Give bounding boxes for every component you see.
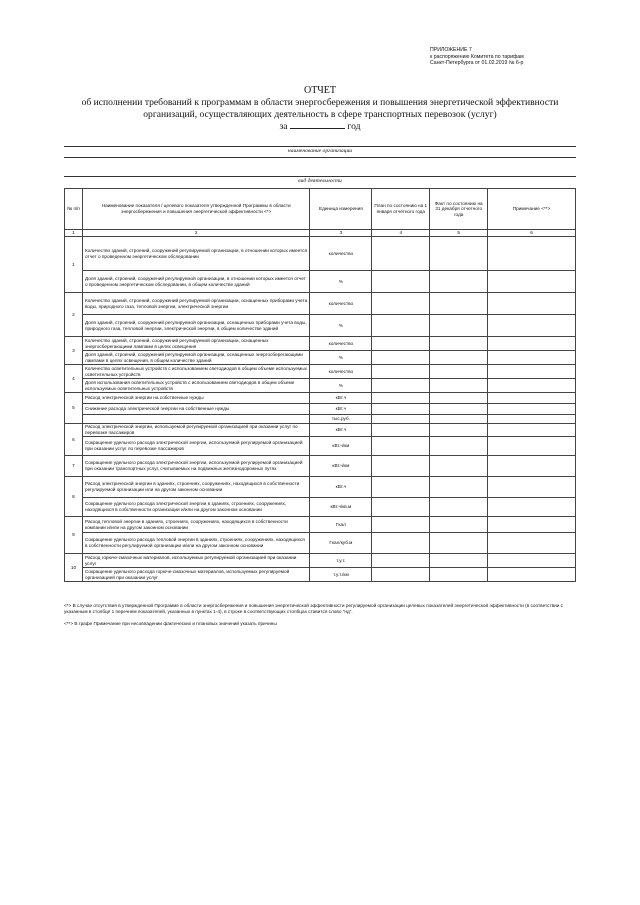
fact-cell[interactable] (430, 404, 488, 415)
note-cell[interactable] (488, 554, 576, 568)
unit-cell: т.у.т./км (310, 568, 372, 582)
unit-cell: % (310, 315, 372, 337)
table-row (65, 351, 576, 365)
report-subtitle-line2: организаций, осуществляющих деятельность в сфере транспортных перевозок (услуг) (143, 108, 497, 120)
note-cell[interactable] (488, 477, 576, 498)
note-cell[interactable] (488, 351, 576, 365)
table-row (65, 365, 576, 379)
organization-caption: наименование организации (287, 148, 353, 154)
table-row (65, 477, 576, 498)
table-row (65, 456, 576, 477)
fact-cell[interactable] (430, 498, 488, 517)
fact-cell[interactable] (430, 415, 488, 424)
indicator-cell: Расход тепловой энергии в зданиях, строениях, сооружениях, находящихся в собственности компании и/или на другом законном основании (82, 517, 309, 533)
appendix-decree: Санкт-Петербурга от 01.02.2019 № 6-р (430, 60, 524, 67)
table-row (65, 404, 576, 415)
plan-cell[interactable] (372, 293, 430, 315)
report-table (64, 188, 576, 582)
unit-cell: т.у.т. (310, 554, 372, 568)
row-number-cell: 8 (65, 477, 83, 517)
note-cell[interactable] (488, 498, 576, 517)
note-cell[interactable] (488, 415, 576, 424)
indicator-cell: Количество зданий, строений, сооружений регулируемой организации, в отношении которых имеется отчет о проведенном энергетическом обследовании (82, 237, 309, 271)
table-row (65, 533, 576, 554)
row-number-cell: 1 (65, 237, 83, 293)
table-row (65, 554, 576, 568)
table-row (65, 437, 576, 456)
fact-cell[interactable] (430, 568, 488, 582)
report-period (0, 120, 640, 132)
indicator-cell: Количество осветительных устройств с использованием светодиодов в общем объеме используемых осветительных устройств (82, 365, 309, 379)
plan-cell[interactable] (372, 337, 430, 351)
fact-cell[interactable] (430, 437, 488, 456)
header-fact: Факт по состоянию на 31 декабря отчетного года (430, 189, 488, 230)
table-row (65, 271, 576, 293)
fact-cell[interactable] (430, 315, 488, 337)
plan-cell[interactable] (372, 365, 430, 379)
unit-cell: кВт.ч (310, 404, 372, 415)
fact-cell[interactable] (430, 337, 488, 351)
row-number-cell: 9 (65, 517, 83, 554)
unit-cell: тыс.руб. (310, 415, 372, 424)
note-cell[interactable] (488, 393, 576, 404)
note-cell[interactable] (488, 293, 576, 315)
header-num: № п/п (65, 189, 83, 230)
row-number-cell: 4 (65, 365, 83, 393)
fact-cell[interactable] (430, 477, 488, 498)
indicator-cell: Расход горюче-смазочных материалов, используемых регулируемой организацией при оказании услуг (82, 554, 309, 568)
column-number: 3 (310, 230, 372, 237)
note-cell[interactable] (488, 517, 576, 533)
row-number-cell: 2 (65, 293, 83, 337)
plan-cell[interactable] (372, 437, 430, 456)
fact-cell[interactable] (430, 271, 488, 293)
column-number: 1 (65, 230, 83, 237)
header-unit: Единица измерения (310, 189, 372, 230)
indicator-cell: Количество зданий, строений, сооружений регулируемой организации, оснащенных приборами учета воды, природного газа, тепловой энергии, электрической энергии (82, 293, 309, 315)
table-row (65, 517, 576, 533)
activity-caption: вид деятельности (298, 178, 342, 184)
unit-cell: Гкал/куб.м (310, 533, 372, 554)
note-cell[interactable] (488, 568, 576, 582)
report-subtitle-line1: об исполнении требований к программам в области энергосбережения и повышения энергетической эффективности (81, 97, 559, 108)
fact-cell[interactable] (430, 393, 488, 404)
plan-cell[interactable] (372, 393, 430, 404)
indicator-cell: Сокращение удельного расхода электрической энергии, используемой регулируемой организацией при оказании услуг по перевозке пассажиров (82, 437, 309, 456)
plan-cell[interactable] (372, 568, 430, 582)
indicator-cell: Сокращение удельного расхода электрической энергии в зданиях, строениях, сооружениях, находящихся в собственности организации и/или на другом законном основании (82, 498, 309, 517)
unit-cell: количество (310, 293, 372, 315)
plan-cell[interactable] (372, 554, 430, 568)
note-cell[interactable] (488, 237, 576, 271)
plan-cell[interactable] (372, 424, 430, 437)
note-cell[interactable] (488, 424, 576, 437)
table-header-row (65, 189, 576, 230)
period-year-blank (290, 120, 345, 129)
indicator-cell: Количество зданий, строений, сооружений регулируемой организации, оснащенных энергосберегающими лампами в целях освещения (82, 337, 309, 351)
unit-cell: кВт.ч (310, 393, 372, 404)
plan-cell[interactable] (372, 237, 430, 271)
table-row (65, 498, 576, 517)
header-indicator: Наименование показателя / целевого показателя утвержденной Программы в области энергосбережения и повышения энергетической эффективности <*> (82, 189, 309, 230)
indicator-cell: Доля зданий, строений, сооружений регулируемой организации, в отношении которых имеется отчет о проведенном энергетическом обследовании, в общем количестве зданий (82, 271, 309, 293)
plan-cell[interactable] (372, 415, 430, 424)
footnote-2: <**> В графе Примечание при несовпадении фактических и плановых значений указать причины (64, 621, 277, 626)
unit-cell: % (310, 271, 372, 293)
indicator-cell: Доля зданий, строений, сооружений регулируемой организации, оснащенных энергосберегающими лампами в целях освещения, в общем количестве зданий (82, 351, 309, 365)
table-row (65, 293, 576, 315)
note-cell[interactable] (488, 379, 576, 393)
fact-cell[interactable] (430, 365, 488, 379)
indicator-cell (82, 415, 309, 424)
fact-cell[interactable] (430, 379, 488, 393)
plan-cell[interactable] (372, 533, 430, 554)
unit-cell: количество (310, 237, 372, 271)
indicator-cell: Расход электрической энергии, используемой регулируемой организацией при оказании услуг по перевозке пассажиров (82, 424, 309, 437)
plan-cell[interactable] (372, 517, 430, 533)
column-number: 6 (488, 230, 576, 237)
column-numbers-row (65, 230, 576, 237)
unit-cell: количество (310, 365, 372, 379)
row-number-cell: 5 (65, 393, 83, 424)
note-cell[interactable] (488, 315, 576, 337)
plan-cell[interactable] (372, 271, 430, 293)
note-cell[interactable] (488, 337, 576, 351)
appendix-block (430, 47, 620, 67)
fact-cell[interactable] (430, 554, 488, 568)
indicator-cell: Доля использования осветительных устройств с использованием светодиодов в общем объеме используемых осветительных устройств (82, 379, 309, 393)
unit-cell: кВт.ч/кв.м (310, 498, 372, 517)
plan-cell[interactable] (372, 498, 430, 517)
plan-cell[interactable] (372, 404, 430, 415)
indicator-cell: Сокращение удельного расхода электрической энергии, используемой регулируемой организацией при оказании транспортных услуг, считываемых на подвижных железнодорожных путях (82, 456, 309, 477)
fact-cell[interactable] (430, 237, 488, 271)
indicator-cell: Расход электрической энергии на собственные нужды (82, 393, 309, 404)
unit-cell: кВт.ч (310, 477, 372, 498)
table-row (65, 337, 576, 351)
divider-line (64, 157, 576, 158)
table-row (65, 424, 576, 437)
unit-cell: кВт.ч/км (310, 437, 372, 456)
table-row (65, 379, 576, 393)
table-row (65, 237, 576, 271)
indicator-cell: Сокращение удельного расхода горюче-смазочных материалов, используемых регулируемой организацией при оказании услуг (82, 568, 309, 582)
fact-cell[interactable] (430, 456, 488, 477)
table-row (65, 415, 576, 424)
plan-cell[interactable] (372, 477, 430, 498)
fact-cell[interactable] (430, 424, 488, 437)
indicator-cell: Доля зданий, строений, сооружений регулируемой организации, оснащенных приборами учета воды, природного газа, тепловой энергии, электрической энергии, в общем количестве зданий (82, 315, 309, 337)
footnote-1: <*> В случае отсутствия в утвержденной Программе в области энергосбережения и повышения энергетической эффективности регулируемой организации целевых показателей энергетической эффективности (в соответствии с указанным в столбце 1 перечнем показателей, указанных в пунктах 1-4), в строке в соответствующих столбцах ставится слово "нд". (64, 603, 563, 614)
table-row (65, 393, 576, 404)
note-cell[interactable] (488, 404, 576, 415)
row-number-cell: 10 (65, 554, 83, 582)
unit-cell: кВт.ч (310, 424, 372, 437)
unit-cell: % (310, 351, 372, 365)
note-cell[interactable] (488, 456, 576, 477)
column-number: 4 (372, 230, 430, 237)
footnotes (64, 603, 576, 630)
note-cell[interactable] (488, 365, 576, 379)
table-row (65, 315, 576, 337)
plan-cell[interactable] (372, 351, 430, 365)
appendix-title: ПРИЛОЖЕНИЕ 7 (430, 47, 472, 53)
table-row (65, 568, 576, 582)
column-number: 2 (82, 230, 309, 237)
row-number-cell: 6 (65, 424, 83, 456)
fact-cell[interactable] (430, 293, 488, 315)
report-subtitle (0, 97, 640, 120)
row-number-cell: 3 (65, 337, 83, 365)
appendix-reference: к распоряжению Комитета по тарифам (430, 53, 524, 60)
header-note: Примечание <**> (488, 189, 576, 230)
indicator-cell: Сокращение удельного расхода тепловой энергии в зданиях, строениях, сооружениях, находящихся в собственности регулируемой организации и/или на другом законном основании (82, 533, 309, 554)
plan-cell[interactable] (372, 456, 430, 477)
column-number: 5 (430, 230, 488, 237)
indicator-cell: Снижение расхода электрической энергии на собственные нужды (82, 404, 309, 415)
unit-cell: % (310, 379, 372, 393)
row-number-cell: 7 (65, 456, 83, 477)
organization-line (64, 146, 576, 147)
indicator-cell: Расход электрической энергии в зданиях, строениях, сооружениях, находящихся в собственности регулируемой организации или на другом законном основании (82, 477, 309, 498)
unit-cell: кВт.ч/км (310, 456, 372, 477)
plan-cell[interactable] (372, 379, 430, 393)
plan-cell[interactable] (372, 315, 430, 337)
note-cell[interactable] (488, 533, 576, 554)
period-suffix: год (347, 121, 361, 132)
header-plan: План по состоянию на 1 января отчетного года (372, 189, 430, 230)
period-prefix: за (279, 121, 288, 132)
unit-cell: Гкал (310, 517, 372, 533)
note-cell[interactable] (488, 271, 576, 293)
report-title: ОТЧЕТ (303, 85, 337, 96)
fact-cell[interactable] (430, 351, 488, 365)
activity-line (64, 176, 576, 177)
fact-cell[interactable] (430, 517, 488, 533)
fact-cell[interactable] (430, 533, 488, 554)
unit-cell: количество (310, 337, 372, 351)
note-cell[interactable] (488, 437, 576, 456)
